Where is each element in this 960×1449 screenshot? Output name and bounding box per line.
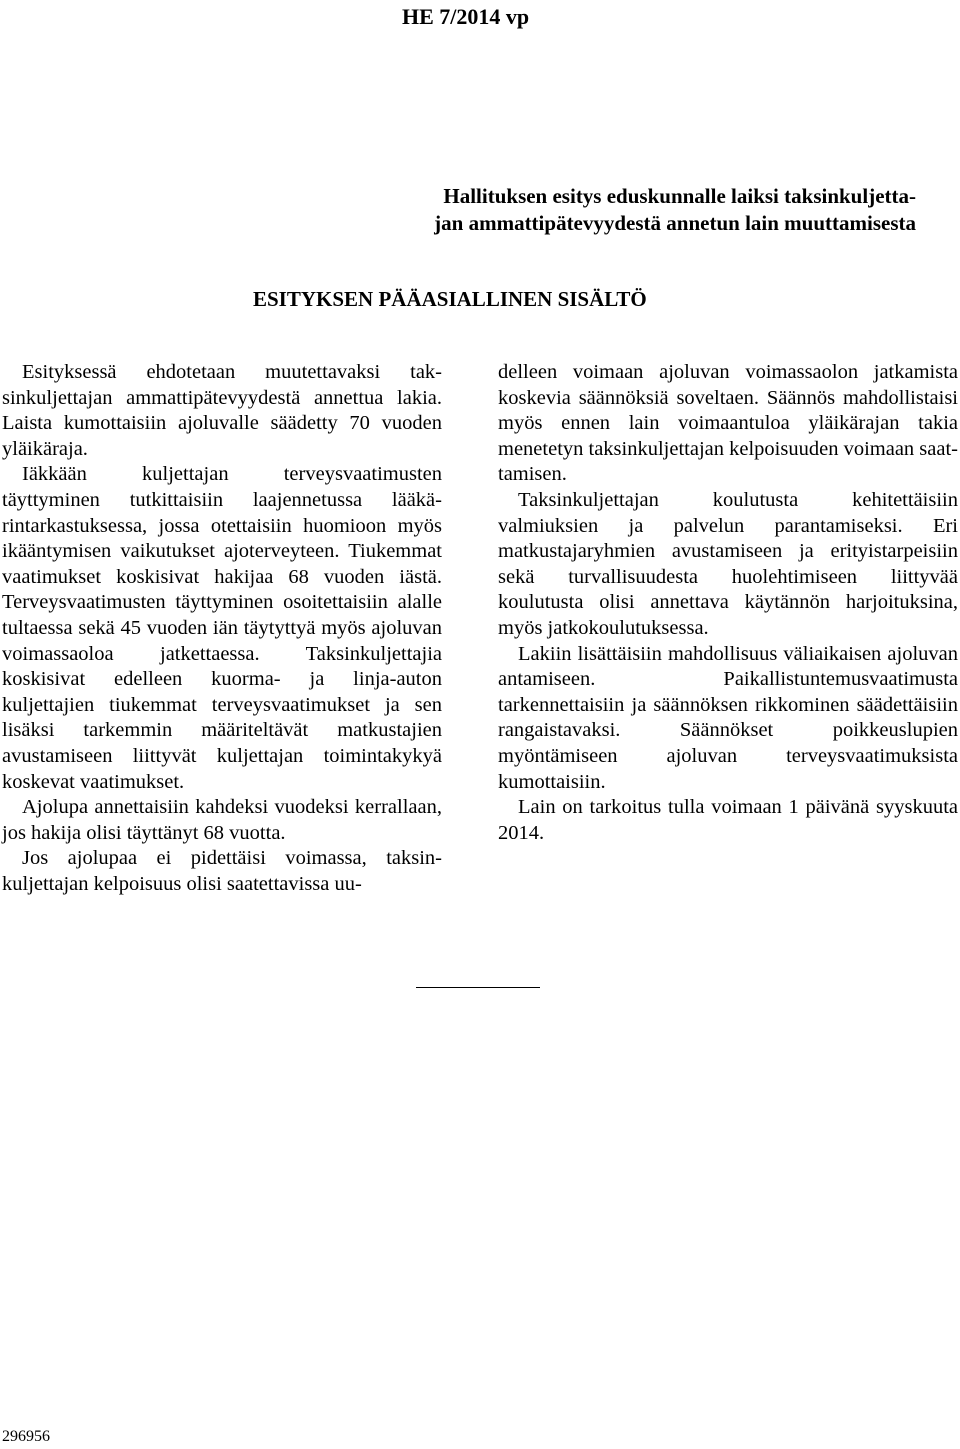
right-column [498, 360, 958, 846]
right-paragraph-2: Taksinkuljettajan koulutusta kehitettäisiin valmiuksien ja palvelun parantamiseksi. Eri matkustajaryhmien avustamiseen ja erityistarpeisiin sekä turvallisuudesta huolehtimiseen liittyvää koulutusta olisi annettava käytännön harjoituksina, myös jatkokoulutuksessa. [498, 488, 958, 639]
left-paragraph-4: Jos ajolupaa ei pidettäisi voimassa, taksinkuljettajan kelpoisuus olisi saatettavissa uu- [2, 847, 442, 895]
right-paragraph-3: Lakiin lisättäisiin mahdollisuus väliaikaisen ajoluvan antamiseen. Paikallistuntemusvaatimusta tarkennettaisiin ja säännöksen rikkominen säädettäisiin rangaistavaksi. Säännökset poikkeuslupien myöntämiseen ajoluvan terveysvaatimuksista kumottaisiin. [498, 642, 958, 793]
left-column [2, 360, 442, 897]
page-code-footer: 296956 [2, 1428, 50, 1445]
document-title [356, 183, 916, 237]
section-end-rule [416, 987, 540, 988]
right-paragraph-1: delleen voimaan ajoluvan voimassaolon jatkamista koskevia säännöksiä soveltaen. Säännös mahdollistaisi myös ennen lain voimaantuloa yläikärajan takia menetetyn taksinkuljettajan kelpoisuuden voimaan saattamisen. [498, 361, 958, 486]
section-heading: ESITYKSEN PÄÄASIALLINEN SISÄLTÖ [253, 287, 647, 311]
document-title-line-2: jan ammattipätevyydestä annetun lain muuttamisesta [434, 211, 916, 235]
right-paragraph-4: Lain on tarkoitus tulla voimaan 1 päivänä syyskuuta 2014. [498, 796, 958, 844]
document-id-header: HE 7/2014 vp [402, 4, 530, 29]
left-paragraph-1: Esityksessä ehdotetaan muutettavaksi taksinkuljettajan ammattipätevyydestä annettua lakia. Laista kumottaisiin ajoluvalle säädetty 70 vuoden yläikäraja. [2, 361, 442, 460]
left-paragraph-3: Ajolupa annettaisiin kahdeksi vuodeksi kerrallaan, jos hakija olisi täyttänyt 68 vuotta. [2, 796, 442, 844]
document-title-line-1: Hallituksen esitys eduskunnalle laiksi taksinkuljetta- [443, 184, 916, 208]
left-paragraph-2: Iäkkään kuljettajan terveysvaatimusten täyttyminen tutkittaisiin laajennetussa lääkärintarkastuksessa, jossa otettaisiin huomioon myös ikääntymisen vaikutukset ajoterveyteen. Tiukemmat vaatimukset koskisivat hakijaa 68 vuoden iästä. Terveysvaatimusten täyttyminen osoitettaisiin alalle tultaessa sekä 45 vuoden iän täytyttyä myös ajoluvan voimassaoloa jatkettaessa. Taksinkuljettajia koskisivat edelleen kuorma- ja linja-auton kuljettajien tiukemmat terveysvaatimukset ja sen lisäksi tarkemmin määriteltävät matkustajien avustamiseen liittyvät kuljettajan toimintakykyä koskevat vaatimukset. [2, 463, 442, 793]
